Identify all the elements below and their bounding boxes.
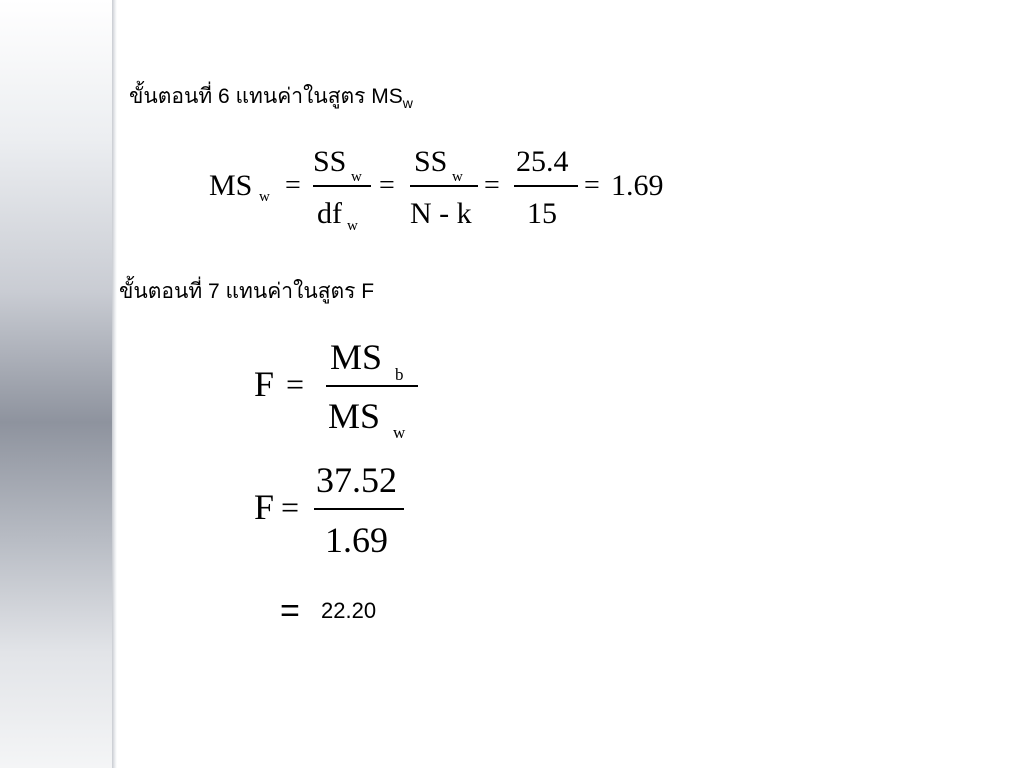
msw-frac3-denominator: 15 — [527, 197, 557, 230]
f-lhs: F — [254, 364, 275, 404]
final-result-value: 22.20 — [321, 598, 377, 623]
msw-equals-1: = — [285, 170, 301, 201]
final-equals-sign: = — [280, 592, 300, 630]
msw-frac2-numerator-subscript: w — [452, 169, 463, 185]
f-numerator-subscript: b — [395, 365, 404, 384]
msw-frac3-numerator: 25.4 — [516, 145, 569, 178]
msw-frac1-denominator: df — [317, 197, 342, 230]
f-equals: = — [286, 366, 305, 402]
msw-lhs-subscript: w — [259, 189, 270, 205]
f-denominator: MS — [328, 396, 381, 436]
f-values-fraction-bar — [314, 508, 404, 510]
step-6-label: ขั้นตอนที่ 6 แทนค่าในสูตร MS — [129, 85, 403, 108]
f-values-equals: = — [281, 489, 300, 525]
msw-equals-3: = — [484, 170, 500, 201]
f-values-numerator: 37.52 — [316, 460, 397, 500]
step-6-label-subscript: w — [402, 95, 413, 111]
msw-frac1-numerator-subscript: w — [351, 169, 362, 185]
msw-frac1-numerator: SS — [313, 145, 347, 178]
step-7-label: ขั้นตอนที่ 7 แทนค่าในสูตร F — [119, 280, 375, 303]
f-values-lhs: F — [254, 487, 275, 527]
msw-equals-2: = — [379, 170, 395, 201]
msw-frac2-numerator: SS — [414, 145, 448, 178]
msw-frac2-denominator: N - k — [410, 197, 472, 230]
msw-result: 1.69 — [611, 169, 664, 202]
msw-lhs: MS — [209, 169, 253, 202]
f-numerator: MS — [330, 337, 383, 377]
msw-frac1-denominator-subscript: w — [347, 218, 358, 234]
f-denominator-subscript: w — [393, 423, 406, 442]
f-values-denominator: 1.69 — [325, 520, 388, 560]
msw-equals-4: = — [584, 170, 600, 201]
